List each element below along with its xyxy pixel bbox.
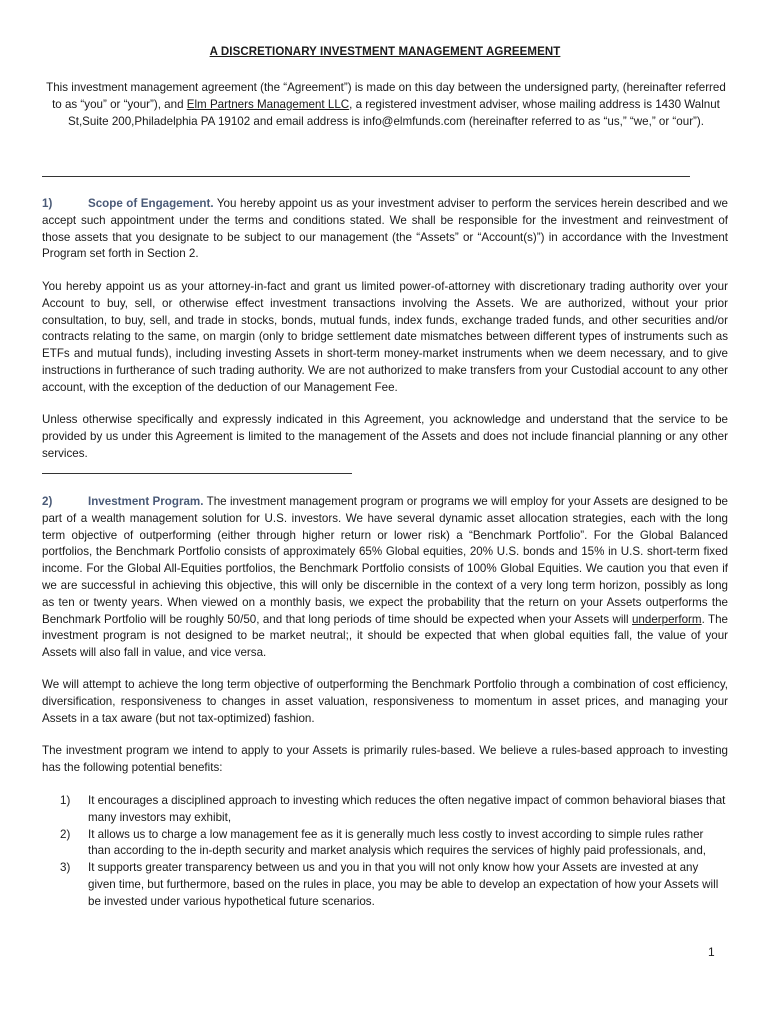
- adviser-name: Elm Partners Management LLC: [186, 98, 350, 111]
- section-2-text-b: . The investment program is not designed to be market neutral;, it should be expected that when global equities fall, the value of your Assets will also fall in value, and vice versa.: [42, 612, 728, 660]
- list-item-number: 1): [60, 794, 71, 807]
- list-item: [60, 827, 728, 861]
- document-title: A DISCRETIONARY INVESTMENT MANAGEMENT AGREEMENT: [209, 46, 561, 58]
- intro-text-before: This investment management agreement (the “Agreement”) is made on this day between the undersigned party, (hereinafter referred to as “you” or “your”), and: [46, 81, 726, 111]
- list-item: [60, 860, 728, 910]
- section-1-paragraph-1: [42, 196, 728, 263]
- list-item-number: 3): [60, 861, 71, 875]
- divider-line: [42, 176, 690, 177]
- section-1-heading: Scope of Engagement.: [88, 197, 214, 210]
- list-item: [60, 793, 728, 827]
- section-1-number: 1): [42, 197, 53, 210]
- intro-paragraph: [44, 79, 728, 130]
- list-item-text: It allows us to charge a low management fee as it is generally much less costly to invest according to simple rules rather than according to the in-depth security and market analysis which requires the services of highly paid professionals, and,: [88, 827, 707, 858]
- section-1-paragraph-2: You hereby appoint us as your attorney-in-fact and grant us limited power-of-attorney with discretionary trading authority over your Account to buy, sell, or otherwise effect investment transactions involving the Assets. We are authorized, without your prior consultation, to buy, sell, and trade in stocks, bonds, mutual funds, index funds, exchange traded funds, and other securities and/or contracts relating to the same, on margin (only to bridge settlement date mismatches between different types of instruments such as ETFs and mutual funds), including investing Assets in short-term money-market instruments when we deem necessary, and to give instructions in furtherance of such trading authority. We are not authorized to make transfers from your Custodial account to any other account, with the exception of the deduction of our Management Fee.: [42, 280, 728, 394]
- list-item-text: It encourages a disciplined approach to investing which reduces the often negative impact of common behavioral biases that many investors may exhibit,: [88, 794, 726, 824]
- section-2-paragraph-3: The investment program we intend to apply to your Assets is primarily rules-based. We believe a rules-based approach to investing has the following potential benefits:: [42, 744, 728, 774]
- section-divider-line: [42, 473, 352, 474]
- section-2-paragraph-1: [42, 494, 728, 662]
- benefits-list: [60, 793, 728, 911]
- underperform-word: underperform: [631, 612, 702, 626]
- list-item-number: 2): [60, 827, 71, 841]
- page-number: 1: [708, 945, 715, 959]
- section-1-paragraph-3: Unless otherwise specifically and expressly indicated in this Agreement, you acknowledge and understand that the service to be provided by us under this Agreement is limited to the management of the Assets and does not include financial planning or any other services.: [42, 413, 728, 460]
- intro-text-after: , a registered investment adviser, whose mailing address is 1430 Walnut St,Suite 200,Philadelphia PA 19102 and email address is info@elmfunds.com (hereinafter referred to as “us,” “we,” or “our”).: [68, 98, 720, 128]
- list-item-text: It supports greater transparency between us and you in that you will not only know how your Assets are invested at any given time, but furthermore, based on the rules in place, you may be able to develop an expectation of how your Assets will be invested under various hypothetical future scenarios.: [88, 861, 719, 908]
- section-2-paragraph-2: We will attempt to achieve the long term objective of outperforming the Benchmark Portfolio through a combination of cost efficiency, diversification, responsiveness to changes in asset valuation, responsiveness to momentum in asset prices, and managing your Assets in a tax aware (but not tax-optimized) fashion.: [42, 678, 728, 725]
- section-2-heading: Investment Program.: [88, 495, 204, 508]
- section-1-text: You hereby appoint us as your investment adviser to perform the services herein described and we accept such appointment under the terms and conditions stated. We shall be responsible for the investment and reinvestment of those assets that you designate to be subject to our management (the “Assets” or “Account(s)”) in accordance with the Investment Program set forth in Section 2.: [42, 197, 728, 261]
- section-2-number: 2): [42, 495, 53, 508]
- section-2-text-a: The investment management program or programs we will employ for your Assets are designed to be part of a wealth management solution for U.S. investors. We have several dynamic asset allocation strategies, each with the long term objective of outperforming (either through higher return or lower risk) a “Benchmark Portfolio”. For the Global Balanced portfolios, the Benchmark Portfolio consists of approximately 65% Global equities, 20% U.S. bonds and 15% in U.S. short-term fixed income. For the Global All-Equities portfolios, the Benchmark Portfolio consists of 100% Global Equities. We caution you that even if we are successful in achieving this objective, this will only be discernible in the context of a very long term horizon, possibly as long as ten or twenty years. When viewed on a monthly basis, we expect the probability that the return on your Assets outperforms the Benchmark Portfolio will be roughly 50/50, and that long periods of time should be expected when your Assets will: [42, 495, 728, 626]
